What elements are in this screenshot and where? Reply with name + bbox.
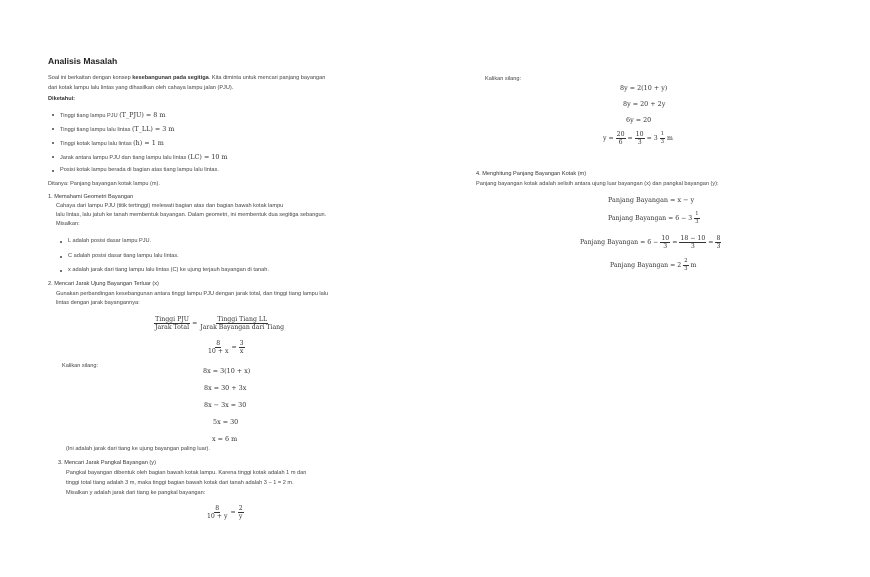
equation-line: 8x = 3(10 + x) xyxy=(203,367,251,375)
panjang-bayangan-eq: Panjang Bayangan = 2 $\frac{2}{3}$ m xyxy=(610,258,697,272)
bullet-dot xyxy=(60,241,62,243)
step1-line: Misalkan: xyxy=(56,221,80,227)
given-item: Posisi kotak lampu berada di bagian atas tiang lampu lalu lintas. xyxy=(60,167,219,173)
equation-line: 8y = 2(10 + y) xyxy=(620,84,668,92)
panjang-bayangan-eq: Panjang Bayangan = 6 − 3 $\frac{1}{3}$ xyxy=(608,211,699,225)
given-item: Jarak antara lampu PJU dan tiang lampu lalu lintas (LC) = 10 m xyxy=(60,153,228,161)
bullet-dot xyxy=(52,156,54,158)
fraction-equation-y: $\frac{8}{10 + y}$ = $\frac{2}{y}$ xyxy=(207,505,243,520)
panjang-bayangan-eq: Panjang Bayangan = x − y xyxy=(608,196,695,204)
page-title: Analisis Masalah xyxy=(48,56,118,66)
equation-line: 8y = 20 + 2y xyxy=(623,100,666,108)
step3-line: Misalkan y adalah jarak dari tiang ke pangkal bayangan: xyxy=(66,490,206,496)
given-item: Tinggi tiang lampu lalu lintas (T_LL) = 3 m xyxy=(60,125,175,133)
step2-heading: 2. Mencari Jarak Ujung Bayangan Terluar (x) xyxy=(48,281,159,287)
given-item: Tinggi kotak lampu lalu lintas (h) = 1 m xyxy=(60,139,164,147)
panjang-bayangan-eq: Panjang Bayangan = 6 − $\frac{10}{3}$ = $\frac{18 - 10}{3}$ = $\frac{8}{3}$ xyxy=(580,235,721,250)
bullet-dot xyxy=(60,270,62,272)
equation-line: 8x − 3x = 30 xyxy=(204,401,247,409)
step2-note: (Ini adalah jarak dari tiang ke ujung bayangan paling luar). xyxy=(66,446,210,452)
step1-bullet: L adalah posisi dasar lampu PJU. xyxy=(68,238,152,244)
ditanya-line: Ditanya: Panjang bayangan kotak lampu (m). xyxy=(48,181,160,187)
bullet-dot xyxy=(52,170,54,172)
bullet-dot xyxy=(60,256,62,258)
ratio-equation: $\frac{\text{Tinggi PJU}}{\text{Jarak Total}}$ = $\frac{\text{Tinggi Tiang LL}}{\text{Jarak Bayangan dari Tiang}}$ xyxy=(155,316,285,331)
intro-line-2: dari kotak lampu lalu lintas yang dihasilkan oleh cahaya lampu jalan (PJU). xyxy=(48,85,234,91)
given-item: Tinggi tiang lampu PJU (T_PJU) = 8 m xyxy=(60,111,166,119)
equation-line: 5x = 30 xyxy=(213,418,239,426)
step3-heading: 3. Mencari Jarak Pangkal Bayangan (y) xyxy=(58,460,156,466)
step3-line: tinggi total tiang adalah 3 m, maka tinggi bagian bawah kotak dari tanah adalah 3 − 1 = 2 m. xyxy=(66,480,294,486)
step1-line: Cahaya dari lampu PJU (titik tertinggi) melewati bagian atas dan bagian bawah kotak lampu xyxy=(56,203,284,209)
step4-heading: 4. Menghitung Panjang Bayangan Kotak (m) xyxy=(476,171,587,177)
step1-bullet: C adalah posisi dasar tiang lampu lalu lintas. xyxy=(68,253,179,259)
kalikan-silang-label: Kalikan silang: xyxy=(62,363,99,369)
step2-line: Gunakan perbandingan kesebangunan antara tinggi lampu PJU dengan jarak total, dan tinggi tiang lampu lalu xyxy=(56,291,329,297)
step3-line: Pangkal bayangan dibentuk oleh bagian bawah kotak lampu. Karena tinggi kotak adalah 1 m dan xyxy=(66,470,307,476)
diketahui-label: Diketahui: xyxy=(48,96,76,102)
bullet-dot xyxy=(52,114,54,116)
intro-line-1: Soal ini berkaitan dengan konsep kesebangunan pada segitiga. Kita diminta untuk mencari panjang bayangan xyxy=(48,75,326,81)
step1-line: lalu lintas, lalu jatuh ke tanah membentuk bayangan. Dalam geometri, ini membentuk dua segitiga sebangun. xyxy=(56,212,327,218)
equation-line: 8x = 30 + 3x xyxy=(204,384,247,392)
step1-heading: 1. Memahami Geometri Bayangan xyxy=(48,194,134,200)
y-result-equation: y = $\frac{20}{6}$ = $\frac{10}{3}$ = 3 $\frac{1}{3}$ m xyxy=(603,131,673,146)
equation-line: x = 6 m xyxy=(212,435,238,443)
equation-line: 6y = 20 xyxy=(626,116,652,124)
step4-line: Panjang bayangan kotak adalah selisih antara ujung luar bayangan (x) dan pangkal bayangan (y): xyxy=(476,181,719,187)
fraction-equation-x: $\frac{8}{10 + x}$ = $\frac{3}{x}$ xyxy=(208,340,244,355)
bullet-dot xyxy=(52,142,54,144)
bullet-dot xyxy=(52,128,54,130)
step2-line: lintas dengan jarak bayangannya: xyxy=(56,300,140,306)
kalikan-silang-label-right: Kalikan silang: xyxy=(485,76,522,82)
step1-bullet: x adalah jarak dari tiang lampu lalu lintas (C) ke ujung terjauh bayangan di tanah. xyxy=(68,267,269,273)
